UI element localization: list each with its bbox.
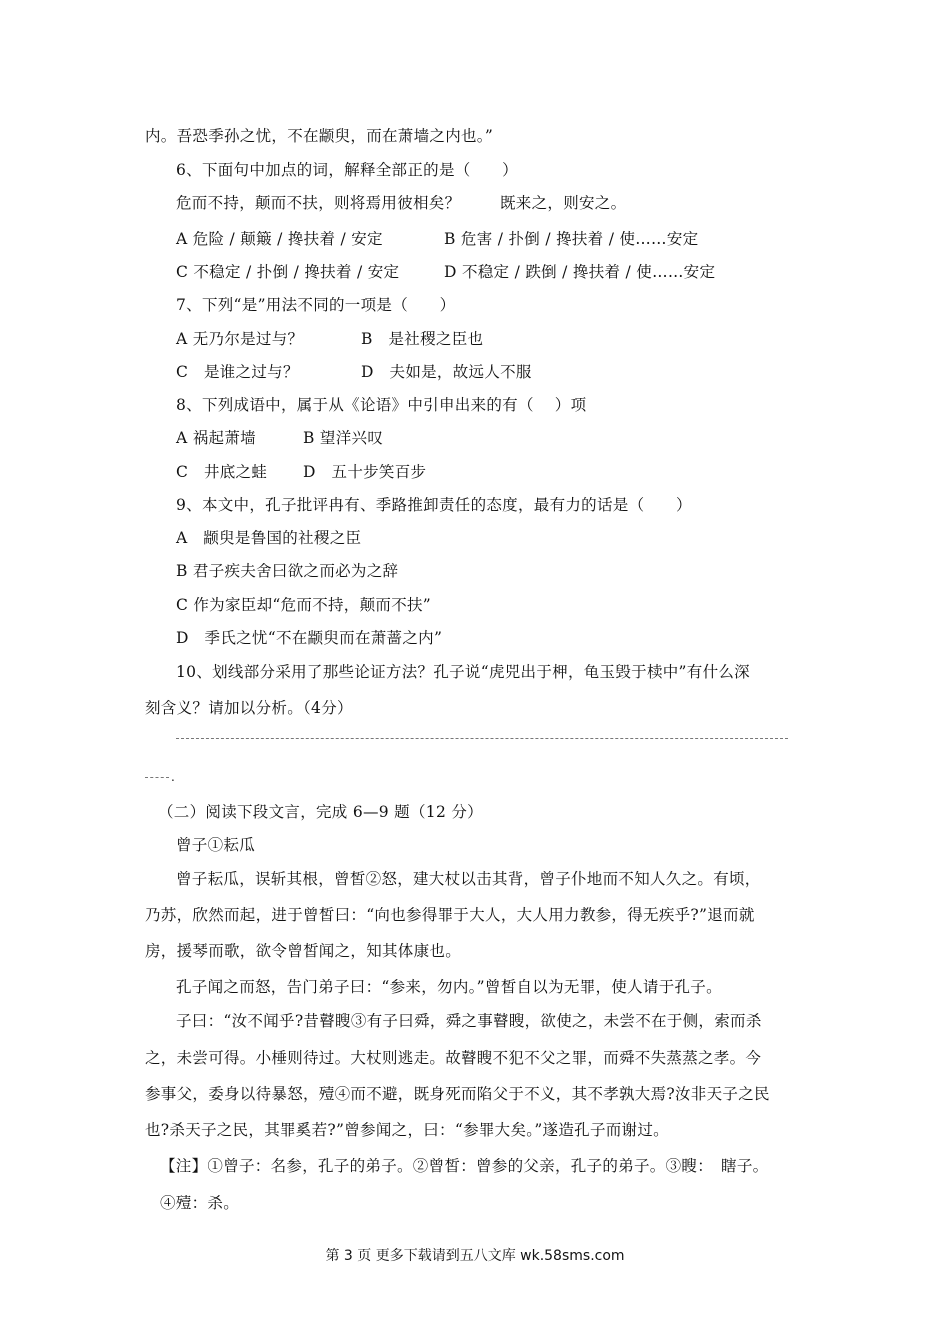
- question-9-option-a: A 颛臾是鲁国的社稷之臣: [176, 529, 362, 547]
- question-9-option-d: D 季氏之忧“不在颛臾而在萧蔷之内”: [176, 629, 443, 647]
- page-footer: 第 3 页 更多下载请到五八文库 wk.58sms.com: [325, 1248, 625, 1264]
- question-7-option-d: D 夫如是，故远人不服: [361, 363, 532, 381]
- question-8-option-b: B 望洋兴叹: [303, 429, 384, 447]
- question-6-option-d: D 不稳定 / 跌倒 / 搀扶着 / 使……安定: [444, 263, 716, 281]
- question-6-option-a: A 危险 / 颠簸 / 搀扶着 / 安定: [176, 230, 383, 248]
- question-7-option-b: B 是社稷之臣也: [361, 330, 484, 348]
- annotation-line-1: 【注】①曾子：名参，孔子的弟子。②曾皙：曾参的父亲，孔子的弟子。③瞍： 瞎子。: [160, 1157, 769, 1175]
- passage-continuation: 内。吾恐季孙之忧，不在颛臾，而在萧墙之内也。”: [145, 127, 494, 145]
- passage-p1-line-1: 曾子耘瓜，误斩其根，曾皙②怒，建大杖以击其背，曾子仆地而不知人久之。有顷，: [176, 870, 761, 888]
- question-9-option-c: C 作为家臣却“危而不持，颠而不扶”: [176, 596, 432, 614]
- question-10-line-2: 刻含义？请加以分析。（4分）: [145, 699, 353, 717]
- question-7-stem: 7、下列“是”用法不同的一项是（ ）: [176, 296, 456, 314]
- question-7-option-c: C 是谁之过与？: [176, 363, 299, 381]
- answer-line: [176, 738, 788, 739]
- question-6-option-b: B 危害 / 扑倒 / 搀扶着 / 使……安定: [444, 230, 699, 248]
- passage-p2-line-1: 孔子闻之而怒，告门弟子曰：“参来，勿内。”曾皙自以为无罪，使人请于孔子。: [176, 978, 722, 996]
- answer-line-period: .: [171, 770, 175, 784]
- passage-p1-line-2: 乃苏，欣然而起，进于曾皙曰：“向也参得罪于大人，大人用力教参，得无疾乎?”退而就: [145, 906, 755, 924]
- passage-p3-line-3: 参事父，委身以待暴怒，殪④而不避，既身死而陷父于不义，其不孝孰大焉?汝非天子之民: [145, 1085, 770, 1103]
- question-10-line-1: 10、划线部分采用了那些论证方法？孔子说“虎兕出于柙，龟玉毁于椟中”有什么深: [176, 663, 750, 681]
- question-7-option-a: A 无乃尔是过与？: [176, 330, 304, 348]
- question-8-option-a: A 祸起萧墙: [176, 429, 256, 447]
- question-8-option-d: D 五十步笑百步: [303, 463, 427, 481]
- question-9-stem: 9、本文中，孔子批评冉有、季路推卸责任的态度，最有力的话是（ ）: [176, 496, 692, 514]
- question-8-option-c: C 井底之蛙: [176, 463, 268, 481]
- annotation-line-2: ④殪：杀。: [160, 1194, 240, 1212]
- section-2-heading: （二）阅读下段文言，完成 6—9 题（12 分）: [158, 803, 483, 821]
- question-6-sentence-b: 既来之，则安之。: [500, 194, 627, 212]
- passage-p3-line-1: 子曰：“汝不闻乎?昔瞽瞍③有子曰舜，舜之事瞽瞍，欲使之，未尝不在于侧，索而杀: [176, 1012, 762, 1030]
- question-6-sentence-a: 危而不持，颠而不扶，则将焉用彼相矣？: [176, 194, 461, 212]
- question-6-stem: 6、下面句中加点的词，解释全部正的是（ ）: [176, 161, 518, 179]
- question-9-option-b: B 君子疾夫舍曰欲之而必为之辞: [176, 562, 399, 580]
- passage-p1-line-3: 房，援琴而歌，欲令曾皙闻之，知其体康也。: [145, 942, 462, 960]
- question-8-stem: 8、下列成语中，属于从《论语》中引申出来的有（ ）项: [176, 396, 587, 414]
- section-2-title: 曾子①耘瓜: [176, 836, 256, 854]
- question-6-option-c: C 不稳定 / 扑倒 / 搀扶着 / 安定: [176, 263, 400, 281]
- answer-line-end: [145, 777, 169, 778]
- passage-p3-line-2: 之，未尝可得。小棰则待过。大杖则逃走。故瞽瞍不犯不父之罪，而舜不失蒸蒸之孝。今: [145, 1049, 762, 1067]
- passage-p3-line-4: 也?杀天子之民，其罪奚若?”曾参闻之，曰：“参罪大矣。”遂造孔子而谢过。: [145, 1121, 669, 1139]
